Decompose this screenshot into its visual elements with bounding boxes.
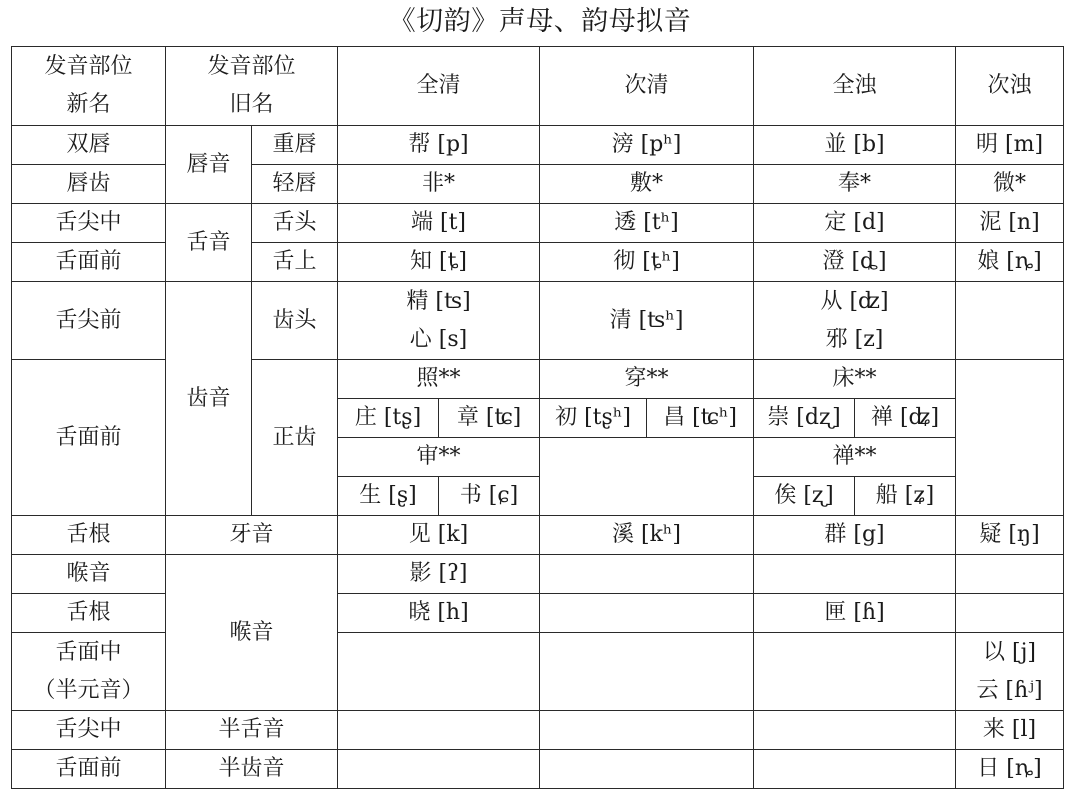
cell-empty — [540, 594, 754, 633]
cell-split — [338, 477, 540, 516]
cell-empty — [540, 750, 754, 789]
row-label: 舌面前 — [12, 750, 166, 789]
cell: 见 [k] — [338, 516, 540, 555]
cell-split — [754, 477, 956, 516]
cell-split — [338, 399, 540, 438]
cell: 澄 [ȡ] — [754, 243, 956, 282]
header-cizhuo: 次浊 — [956, 47, 1064, 126]
cell: 疑 [ŋ] — [956, 516, 1064, 555]
cell-line: 邪 [z] — [825, 326, 884, 352]
cell: 穿** — [540, 360, 754, 399]
table-row — [12, 711, 1064, 750]
cell-line: 从 [ʣ] — [820, 288, 889, 314]
page-title: 《切韵》声母、韵母拟音 — [388, 6, 692, 37]
header-new-name-line2: 新名 — [66, 92, 111, 117]
header-ciqing: 次清 — [540, 47, 754, 126]
cell: 溪 [kʰ] — [540, 516, 754, 555]
subgroup-label: 重唇 — [252, 126, 338, 165]
cell: 禅 [ʥ] — [854, 399, 955, 437]
subgroup-label: 正齿 — [252, 360, 338, 516]
cell: 俟 [ʐ] — [774, 483, 834, 508]
cell: 匣 [ɦ] — [754, 594, 956, 633]
cell: 端 [t] — [338, 204, 540, 243]
row-label: 舌尖前 — [12, 282, 166, 360]
cell: 奉* — [754, 165, 956, 204]
cell: 滂 [pʰ] — [540, 126, 754, 165]
group-label: 半舌音 — [166, 711, 338, 750]
row-label: 舌面前 — [12, 243, 166, 282]
cell-empty — [540, 633, 754, 711]
cell: 来 [l] — [956, 711, 1064, 750]
cell: 晓 [h] — [338, 594, 540, 633]
cell: 透 [tʰ] — [540, 204, 754, 243]
cell: 崇 [dʐ] — [767, 405, 841, 430]
cell-line: 以 [j] — [983, 639, 1036, 665]
cell: 禅** — [754, 438, 956, 477]
cell-empty — [338, 750, 540, 789]
cell-empty — [956, 594, 1064, 633]
cell: 泥 [n] — [956, 204, 1064, 243]
cell: 清 [ʦʰ] — [540, 282, 754, 360]
cell-line: 精 [ʦ] — [406, 288, 471, 314]
cell: 定 [d] — [754, 204, 956, 243]
cell: 昌 [ʨʰ] — [646, 399, 753, 437]
cell: 审** — [338, 438, 540, 477]
cell-empty — [338, 633, 540, 711]
cell: 群 [g] — [754, 516, 956, 555]
cell-split — [540, 399, 754, 438]
cell: 书 [ɕ] — [438, 477, 539, 515]
table-row — [12, 282, 1064, 360]
header-new-name-line1: 发音部位 — [44, 54, 133, 79]
cell: 床** — [754, 360, 956, 399]
group-label: 半齿音 — [166, 750, 338, 789]
header-quanqing: 全清 — [338, 47, 540, 126]
cell: 微* — [956, 165, 1064, 204]
cell: 並 [b] — [754, 126, 956, 165]
cell-empty — [956, 555, 1064, 594]
row-label: 舌尖中 — [12, 204, 166, 243]
cell-empty — [338, 711, 540, 750]
cell: 帮 [p] — [338, 126, 540, 165]
subgroup-label: 齿头 — [252, 282, 338, 360]
cell: 娘 [ȵ] — [956, 243, 1064, 282]
table-row — [12, 516, 1064, 555]
header-quanzhuo: 全浊 — [754, 47, 956, 126]
header-old-name-line2: 旧名 — [229, 92, 274, 117]
cell: 明 [m] — [956, 126, 1064, 165]
cell-empty — [754, 555, 956, 594]
group-label: 牙音 — [166, 516, 338, 555]
cell-empty — [540, 711, 754, 750]
header-old-name-line1: 发音部位 — [207, 54, 296, 79]
table-row — [12, 555, 1064, 594]
table-row — [12, 126, 1064, 165]
cell: 日 [ȵ] — [956, 750, 1064, 789]
cell-empty — [754, 633, 956, 711]
cell: 庄 [tʂ] — [354, 405, 422, 430]
cell-empty — [754, 750, 956, 789]
group-label: 唇音 — [166, 126, 252, 204]
header-old-name — [166, 47, 338, 126]
header-row — [12, 47, 1064, 126]
cell: 彻 [ȶʰ] — [540, 243, 754, 282]
cell: 生 [ʂ] — [359, 483, 417, 508]
cell: 非* — [338, 165, 540, 204]
row-label: 舌面前 — [12, 360, 166, 516]
cell-empty — [540, 438, 754, 516]
cell-line: 云 [ɦʲ] — [976, 677, 1043, 703]
group-label: 舌音 — [166, 204, 252, 282]
row-label: 喉音 — [12, 555, 166, 594]
table-row — [12, 204, 1064, 243]
row-label: 舌尖中 — [12, 711, 166, 750]
cell: 照** — [338, 360, 540, 399]
cell-split — [754, 399, 956, 438]
row-label: 唇齿 — [12, 165, 166, 204]
cell-empty — [754, 711, 956, 750]
cell: 敷* — [540, 165, 754, 204]
row-label: 舌根 — [12, 594, 166, 633]
phonology-table — [11, 46, 1064, 789]
group-label: 喉音 — [166, 555, 338, 711]
row-label: 舌根 — [12, 516, 166, 555]
subgroup-label: 舌上 — [252, 243, 338, 282]
header-new-name — [12, 47, 166, 126]
cell-empty — [956, 360, 1064, 516]
cell — [754, 282, 956, 360]
cell: 船 [ʑ] — [854, 477, 955, 515]
cell: 初 [tʂʰ] — [555, 405, 631, 430]
cell — [956, 633, 1064, 711]
cell: 知 [ȶ] — [338, 243, 540, 282]
cell — [338, 282, 540, 360]
row-label: 双唇 — [12, 126, 166, 165]
row-label — [12, 633, 166, 711]
cell-empty — [540, 555, 754, 594]
subgroup-label: 轻唇 — [252, 165, 338, 204]
row-label-line: 舌面中 — [55, 639, 122, 665]
table-row — [12, 750, 1064, 789]
cell-line: 心 [s] — [409, 326, 468, 352]
cell-empty — [956, 282, 1064, 360]
cell: 影 [ʔ] — [338, 555, 540, 594]
row-label-line: （半元音） — [33, 677, 144, 703]
group-label: 齿音 — [166, 282, 252, 516]
subgroup-label: 舌头 — [252, 204, 338, 243]
cell: 章 [ʨ] — [438, 399, 539, 437]
